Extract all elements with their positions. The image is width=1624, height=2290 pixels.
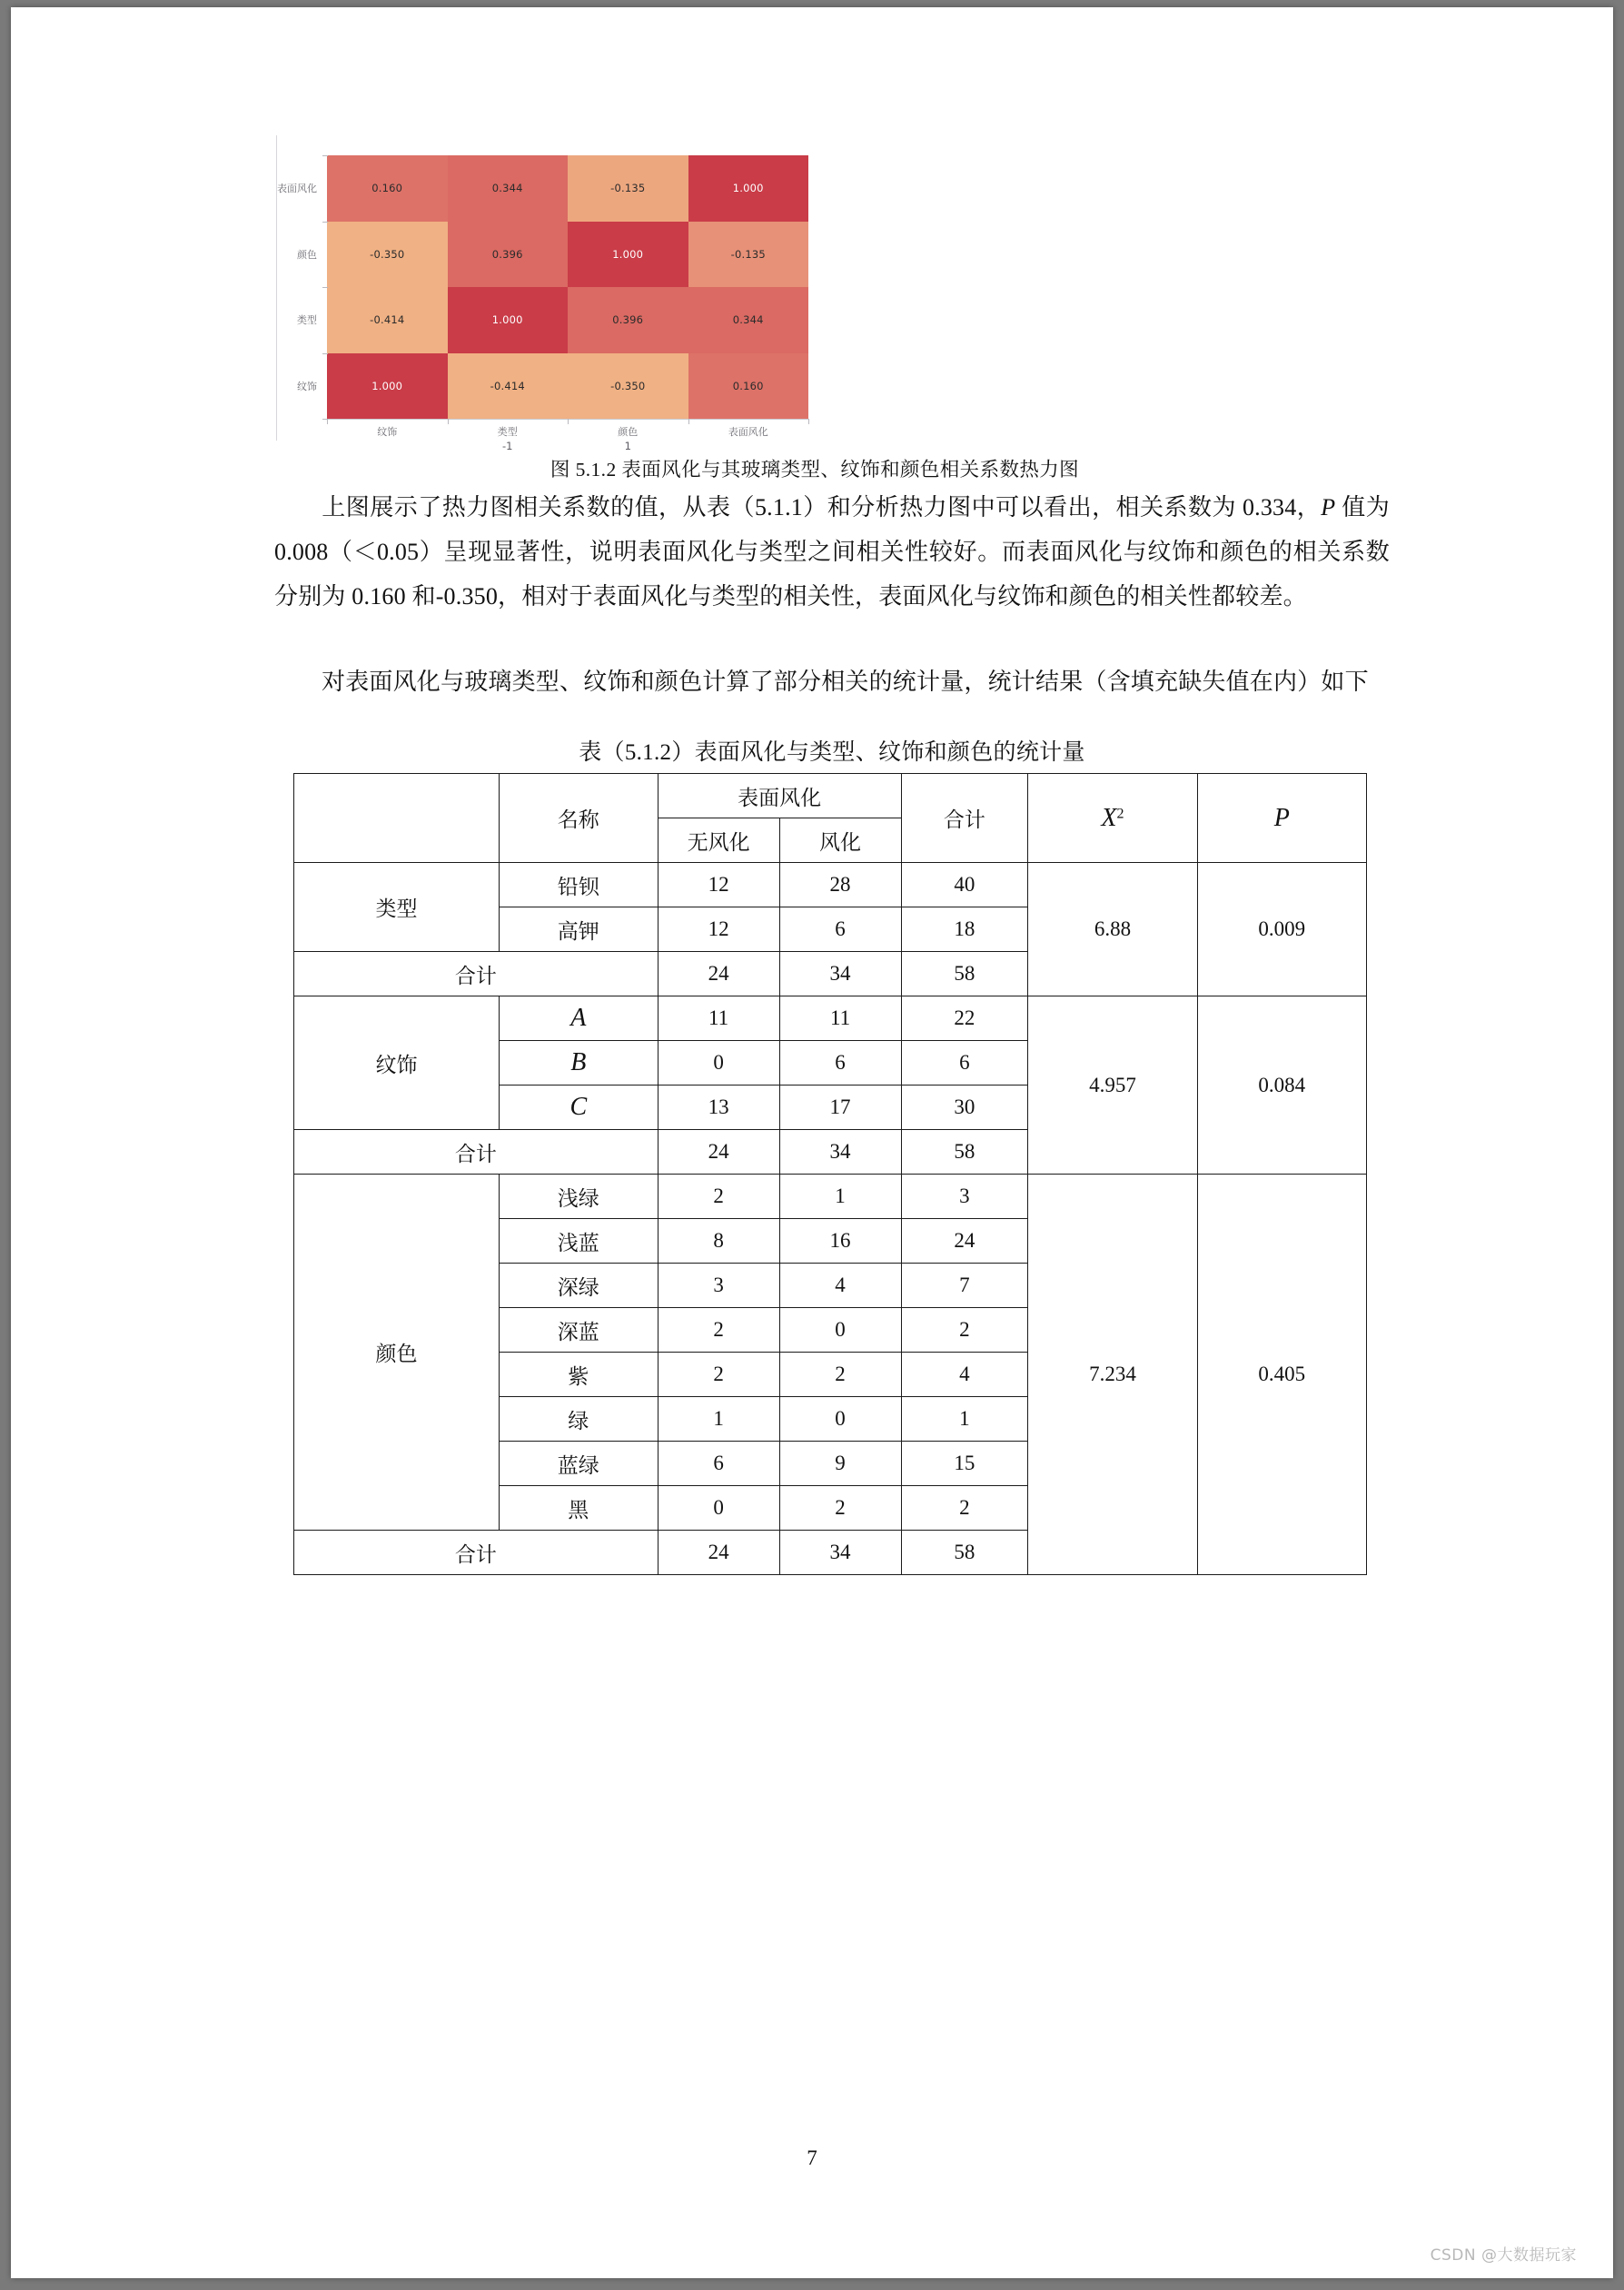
y-axis-tick (322, 222, 328, 223)
statistics-table (293, 773, 1367, 1575)
row-group-label: 类型 (294, 863, 500, 952)
heatmap-cell: 0.344 (448, 155, 569, 222)
cell-no-weathering: 6 (658, 1442, 779, 1486)
cell-row-total: 2 (901, 1486, 1028, 1531)
y-axis-tick (322, 155, 328, 156)
heatmap-cell: 0.160 (688, 353, 809, 420)
header-chi-square (1028, 774, 1197, 863)
paragraph-analysis-part2: 值为 0.008（＜0.05）呈现显著性，说明表面风化与类型之间相关性较好。而表面风化与纹饰和颜色的相关系数分别为 0.160 和-0.350，相对于表面风化与类型的相关性，表面风化与纹饰和颜色的相关性都较差。 (274, 494, 1390, 610)
heatmap-cell: -0.414 (448, 353, 569, 420)
subtotal-total: 58 (901, 1531, 1028, 1575)
row-label: 高钾 (499, 907, 658, 952)
subtotal-label: 合计 (294, 1531, 659, 1575)
header-total: 合计 (901, 774, 1028, 863)
cell-no-weathering: 2 (658, 1308, 779, 1353)
category-symbol: C (569, 1093, 588, 1121)
cell-weathering: 17 (779, 1086, 901, 1130)
y-axis-tick (322, 353, 328, 354)
cell-weathering: 6 (779, 1041, 901, 1086)
heatmap-cell: 0.396 (568, 287, 688, 353)
table-row (294, 863, 1367, 907)
x-tick-1 (448, 421, 569, 459)
subtotal-label: 合计 (294, 1130, 659, 1175)
cell-weathering: 4 (779, 1264, 901, 1308)
cell-row-total: 22 (901, 996, 1028, 1041)
table-body (294, 863, 1367, 1575)
cell-p-value: 0.405 (1197, 1175, 1366, 1575)
cell-no-weathering: 13 (658, 1086, 779, 1130)
y-tick-label-3: 纹饰 (297, 380, 317, 392)
row-label: 铅钡 (499, 863, 658, 907)
cell-row-total: 7 (901, 1264, 1028, 1308)
watermark: CSDN @大数据玩家 (1430, 2246, 1577, 2265)
row-label: 深蓝 (499, 1308, 658, 1353)
x-tick-3 (688, 421, 809, 459)
cell-no-weathering: 11 (658, 996, 779, 1041)
p-value-symbol: P (1321, 494, 1336, 520)
cell-row-total: 1 (901, 1397, 1028, 1442)
subtotal-weathering: 34 (779, 1531, 901, 1575)
cell-weathering: 1 (779, 1175, 901, 1219)
x-tick-sublabel-2: 1 (624, 439, 631, 452)
cell-weathering: 0 (779, 1397, 901, 1442)
row-label: 深绿 (499, 1264, 658, 1308)
row-label: 蓝绿 (499, 1442, 658, 1486)
x-axis-tick (808, 419, 809, 424)
category-symbol: B (570, 1048, 587, 1076)
heatmap-y-axis (276, 155, 323, 419)
header-weathering: 风化 (779, 818, 901, 863)
heatmap-cell: -0.135 (568, 155, 688, 222)
cell-weathering: 28 (779, 863, 901, 907)
header-surface-weathering: 表面风化 (658, 774, 901, 818)
subtotal-no-weathering: 24 (658, 952, 779, 996)
cell-p-value: 0.084 (1197, 996, 1366, 1175)
heatmap-cell: 0.344 (688, 287, 809, 353)
y-axis-tick (322, 287, 328, 288)
header-name: 名称 (499, 774, 658, 863)
subtotal-weathering: 34 (779, 952, 901, 996)
figure-caption: 图 5.1.2 表面风化与其玻璃类型、纹饰和颜色相关系数热力图 (550, 459, 1080, 481)
paragraph-statistics-intro (274, 659, 1390, 704)
heatmap (277, 155, 808, 452)
cell-no-weathering: 0 (658, 1486, 779, 1531)
heatmap-cell: 1.000 (568, 222, 688, 288)
chi-square-exponent: 2 (1116, 805, 1124, 821)
subtotal-label: 合计 (294, 952, 659, 996)
x-axis-tick (448, 419, 449, 424)
heatmap-cell: 1.000 (327, 353, 448, 420)
heatmap-cell: -0.350 (568, 353, 688, 420)
x-tick-label-3: 表面风化 (728, 426, 768, 438)
heatmap-cell: 1.000 (688, 155, 809, 222)
cell-row-total: 40 (901, 863, 1028, 907)
header-no-weathering: 无风化 (658, 818, 779, 863)
header-p-value (1197, 774, 1366, 863)
x-tick-0 (327, 421, 448, 459)
cell-no-weathering: 12 (658, 863, 779, 907)
cell-row-total: 24 (901, 1219, 1028, 1264)
x-axis-tick (688, 419, 689, 424)
row-group-label: 纹饰 (294, 996, 500, 1130)
cell-no-weathering: 0 (658, 1041, 779, 1086)
cell-no-weathering: 2 (658, 1175, 779, 1219)
row-label: 浅蓝 (499, 1219, 658, 1264)
x-tick-2 (568, 421, 688, 459)
cell-weathering: 11 (779, 996, 901, 1041)
cell-no-weathering: 8 (658, 1219, 779, 1264)
row-label: 浅绿 (499, 1175, 658, 1219)
cell-chi-square-value: 4.957 (1028, 996, 1197, 1175)
paragraph-statistics-text: 对表面风化与玻璃类型、纹饰和颜色计算了部分相关的统计量，统计结果（含填充缺失值在内）如下 (322, 669, 1369, 695)
y-tick-label-0: 表面风化 (277, 183, 317, 195)
paragraph-analysis (274, 485, 1390, 619)
y-tick-label-1: 颜色 (297, 248, 317, 261)
row-label (499, 996, 658, 1041)
chi-square-symbol: X (1101, 803, 1117, 832)
cell-row-total: 6 (901, 1041, 1028, 1086)
subtotal-no-weathering: 24 (658, 1130, 779, 1175)
cell-weathering: 16 (779, 1219, 901, 1264)
cell-row-total: 30 (901, 1086, 1028, 1130)
row-label: 绿 (499, 1397, 658, 1442)
x-tick-label-1: 类型 (497, 426, 518, 438)
row-label: 黑 (499, 1486, 658, 1531)
heatmap-cell: 1.000 (448, 287, 569, 353)
row-label (499, 1041, 658, 1086)
cell-row-total: 18 (901, 907, 1028, 952)
heatmap-cell: 0.396 (448, 222, 569, 288)
subtotal-total: 58 (901, 1130, 1028, 1175)
cell-no-weathering: 2 (658, 1353, 779, 1397)
cell-chi-square-value: 6.88 (1028, 863, 1197, 996)
table-header-row-1 (294, 774, 1367, 818)
x-tick-sublabel-1: -1 (502, 439, 513, 452)
y-tick-label-2: 类型 (297, 314, 317, 327)
x-tick-label-0: 纹饰 (377, 426, 398, 438)
document-page (11, 7, 1613, 2278)
heatmap-cell: -0.135 (688, 222, 809, 288)
subtotal-no-weathering: 24 (658, 1531, 779, 1575)
row-label: 紫 (499, 1353, 658, 1397)
correlation-heatmap-figure (229, 116, 810, 452)
cell-weathering: 2 (779, 1353, 901, 1397)
table-header (294, 774, 1367, 863)
heatmap-x-axis (327, 421, 808, 459)
row-label (499, 1086, 658, 1130)
table-title: 表（5.1.2）表面风化与类型、纹饰和颜色的统计量 (579, 740, 1085, 765)
subtotal-total: 58 (901, 952, 1028, 996)
cell-row-total: 15 (901, 1442, 1028, 1486)
header-blank-corner (294, 774, 500, 863)
x-axis-tick (568, 419, 569, 424)
heatmap-plot-area (277, 137, 807, 452)
cell-weathering: 6 (779, 907, 901, 952)
cell-no-weathering: 3 (658, 1264, 779, 1308)
cell-weathering: 2 (779, 1486, 901, 1531)
cell-row-total: 2 (901, 1308, 1028, 1353)
table-row (294, 996, 1367, 1041)
cell-no-weathering: 1 (658, 1397, 779, 1442)
cell-weathering: 0 (779, 1308, 901, 1353)
row-group-label: 颜色 (294, 1175, 500, 1531)
heatmap-cell: -0.350 (327, 222, 448, 288)
cell-row-total: 3 (901, 1175, 1028, 1219)
category-symbol: A (570, 1004, 587, 1032)
subtotal-weathering: 34 (779, 1130, 901, 1175)
cell-p-value: 0.009 (1197, 863, 1366, 996)
cell-chi-square-value: 7.234 (1028, 1175, 1197, 1575)
cell-weathering: 9 (779, 1442, 901, 1486)
heatmap-cell: 0.160 (327, 155, 448, 222)
heatmap-cell-grid (327, 155, 808, 419)
y-axis-tick (322, 419, 328, 420)
cell-no-weathering: 12 (658, 907, 779, 952)
page-number: 7 (807, 2146, 817, 2169)
heatmap-cell: -0.414 (327, 287, 448, 353)
paragraph-analysis-part1: 上图展示了热力图相关系数的值，从表（5.1.1）和分析热力图中可以看出，相关系数为 0.334， (322, 494, 1322, 520)
p-symbol: P (1273, 803, 1290, 832)
x-tick-label-2: 颜色 (618, 426, 639, 438)
cell-row-total: 4 (901, 1353, 1028, 1397)
table-row (294, 1175, 1367, 1219)
